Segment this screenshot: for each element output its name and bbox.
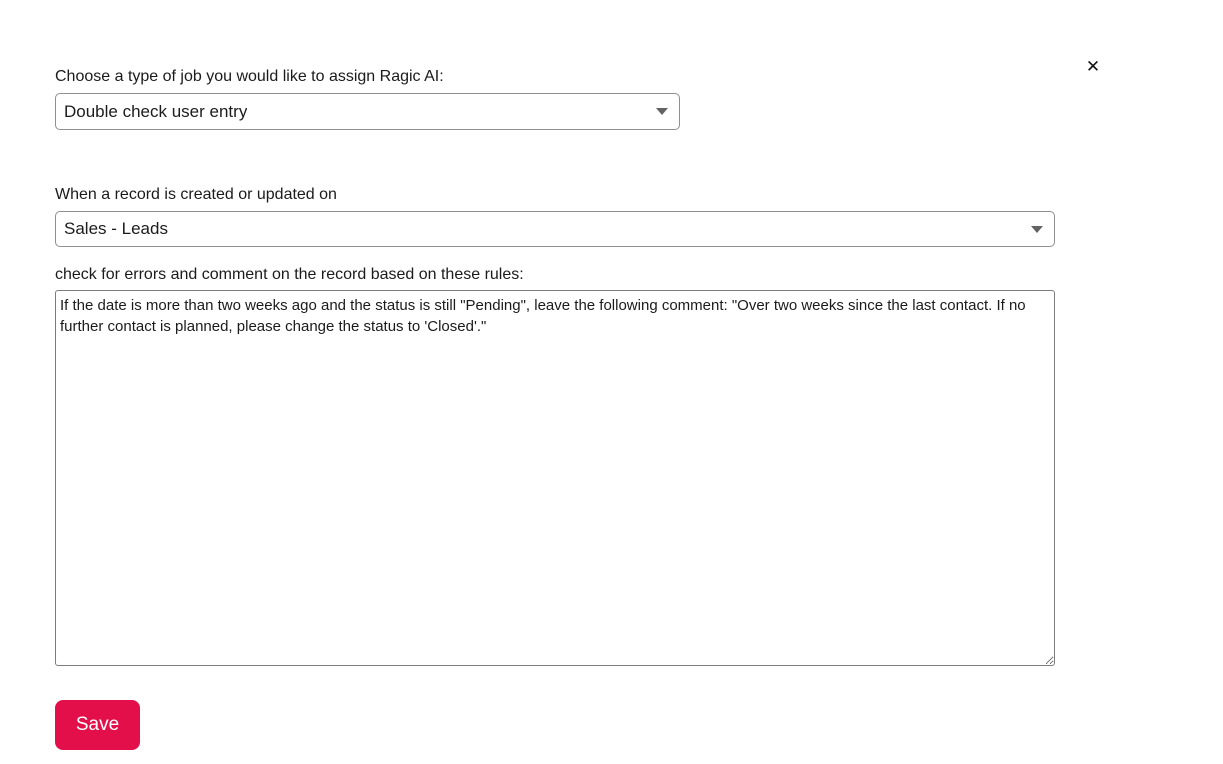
sheet-select[interactable] (55, 211, 1055, 247)
close-button[interactable] (1080, 54, 1106, 80)
rules-label: check for errors and comment on the record based on these rules: (55, 266, 524, 283)
job-type-label: Choose a type of job you would like to assign Ragic AI: (55, 68, 444, 85)
chevron-down-icon (1031, 226, 1043, 233)
job-type-selected-value: Double check user entry (64, 101, 248, 121)
sheet-selected-value: Sales - Leads (64, 219, 168, 238)
job-type-select[interactable] (55, 93, 680, 130)
trigger-label: When a record is created or updated on (55, 186, 337, 203)
save-button[interactable]: Save (55, 700, 140, 750)
chevron-down-icon (656, 108, 668, 115)
rules-textarea[interactable] (55, 290, 1055, 666)
close-icon: ✕ (1085, 57, 1101, 76)
